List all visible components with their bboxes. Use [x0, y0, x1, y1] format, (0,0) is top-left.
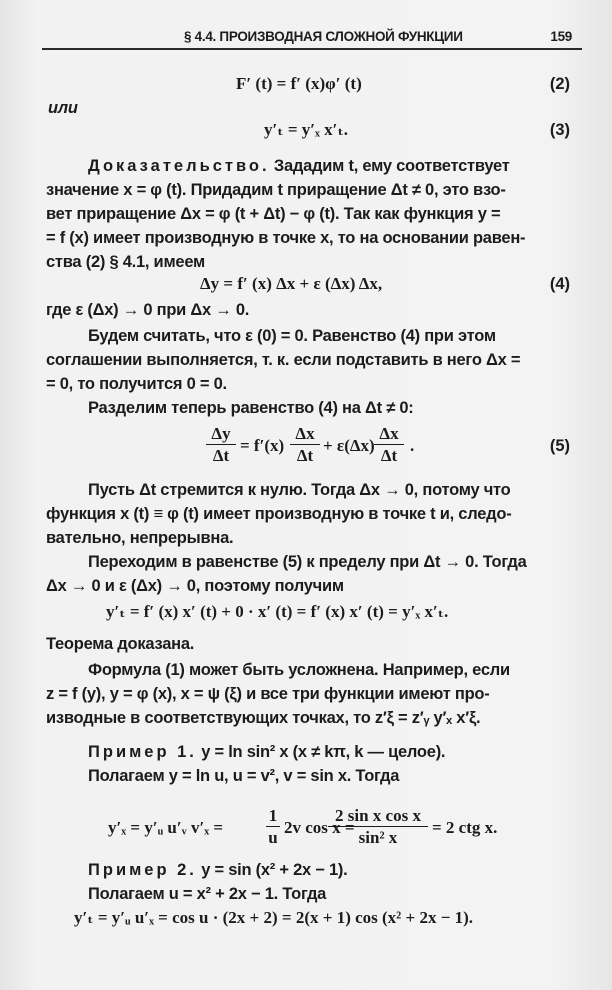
equation-number-4: (4) [549, 275, 570, 293]
text-segment: Зададим t, ему соответствует [269, 157, 510, 175]
denominator: u [268, 828, 278, 847]
fraction-bar [206, 444, 236, 445]
word-ili: или [48, 99, 78, 117]
text-line: вательно, непрерывна. [46, 529, 234, 547]
fraction-1-over-u [266, 806, 280, 847]
formula-8: y′ₜ = y′ᵤ u′ₓ = cos u · (2x + 2) = 2(x + 1) cos (x² + 2x − 1). [74, 908, 474, 927]
numerator: 2 sin x cos x [335, 806, 421, 825]
formula-2: F′ (t) = f′ (x)φ′ (t) [236, 74, 362, 93]
formula-5-segment: = f′(x) [240, 436, 285, 455]
text-line: z = f (y), y = φ (x), x = ψ (ξ) и все три функции имеют про- [46, 685, 490, 703]
text-line: Δx → 0 и ε (Δx) → 0, поэтому получим [46, 577, 344, 595]
section-title: § 4.4. ПРОИЗВОДНАЯ СЛОЖНОЙ ФУНКЦИИ [184, 29, 463, 44]
equation-number-3: (3) [549, 121, 570, 139]
text-line [88, 860, 612, 880]
text-line: где ε (Δx) → 0 при Δx → 0. [46, 301, 250, 319]
text-segment: y = ln sin² x (x ≠ kπ, k — целое). [196, 743, 446, 761]
text-line: значение x = φ (t). Придадим t приращение Δt ≠ 0, это взо- [46, 181, 506, 199]
text-segment: y = sin (x² + 2x − 1). [196, 861, 348, 879]
text-line: Разделим теперь равенство (4) на Δt ≠ 0: [88, 399, 414, 417]
denominator: Δt [212, 446, 230, 465]
formula-7-segment: = 2 ctg x. [432, 818, 498, 837]
text-line: = 0, то получится 0 = 0. [46, 375, 227, 393]
example-heading: Пример 2. [88, 861, 197, 879]
text-line: функция x (t) ≡ φ (t) имеет производную в точке t и, следо- [46, 505, 512, 523]
numerator: Δy [211, 424, 231, 443]
text-line: Будем считать, что ε (0) = 0. Равенство (4) при этом [88, 327, 496, 345]
formula-6: y′ₜ = f′ (x) x′ (t) + 0 · x′ (t) = f′ (x) x′ (t) = y′ₓ x′ₜ. [106, 602, 449, 621]
text-line: Формула (1) может быть усложнена. Например, если [88, 661, 510, 679]
denominator: sin² x [358, 828, 398, 847]
fraction-dx-dt [290, 424, 320, 465]
text-line [88, 156, 612, 176]
fraction-dx-dt [374, 424, 404, 465]
fraction-sin-cos [328, 806, 428, 847]
formula-7-segment: 2v cos x = [284, 818, 355, 837]
text-line [88, 742, 612, 762]
text-line: Полагаем u = x² + 2x − 1. Тогда [88, 885, 327, 903]
running-header [42, 26, 582, 50]
formula-7-segment: y′ₓ = y′ᵤ u′ᵥ v′ₓ = [108, 818, 224, 837]
page-number: 159 [550, 29, 572, 44]
equation-number-5: (5) [549, 437, 570, 455]
text-line: ства (2) § 4.1, имеем [46, 253, 206, 271]
numerator: Δx [295, 424, 315, 443]
text-line: вет приращение Δx = φ (t + Δt) − φ (t). Так как функция y = [46, 205, 501, 223]
formula-5-segment: + ε(Δx) [323, 436, 375, 455]
example-heading: Пример 1. [88, 743, 197, 761]
text-line: Пусть Δt стремится к нулю. Тогда Δx → 0, потому что [88, 481, 511, 499]
denominator: Δt [380, 446, 398, 465]
numerator: Δx [379, 424, 399, 443]
text-line: Теорема доказана. [46, 635, 195, 653]
equation-number-2: (2) [549, 75, 570, 93]
text-line: Полагаем y = ln u, u = v², v = sin x. Тогда [88, 767, 400, 785]
formula-5-segment: . [410, 436, 415, 455]
proof-heading: Доказательство. [88, 157, 270, 175]
numerator: 1 [268, 806, 278, 825]
fraction-dy-dt [206, 424, 236, 465]
text-line: = f (x) имеет производную в точке x, то на основании равен- [46, 229, 526, 247]
fraction-bar [266, 826, 280, 827]
fraction-bar [328, 826, 428, 827]
formula-3: y′ₜ = y′ₓ x′ₜ. [264, 120, 348, 139]
text-line: соглашении выполняется, т. к. если подставить в него Δx = [46, 351, 521, 369]
fraction-bar [290, 444, 320, 445]
fraction-bar [374, 444, 404, 445]
denominator: Δt [296, 446, 314, 465]
text-line: изводные в соответствующих точках, то z′ξ = z′ᵧ y′ₓ x′ξ. [46, 709, 481, 727]
formula-4: Δy = f′ (x) Δx + ε (Δx) Δx, [200, 274, 383, 293]
text-line: Переходим в равенстве (5) к пределу при Δt → 0. Тогда [88, 553, 527, 571]
